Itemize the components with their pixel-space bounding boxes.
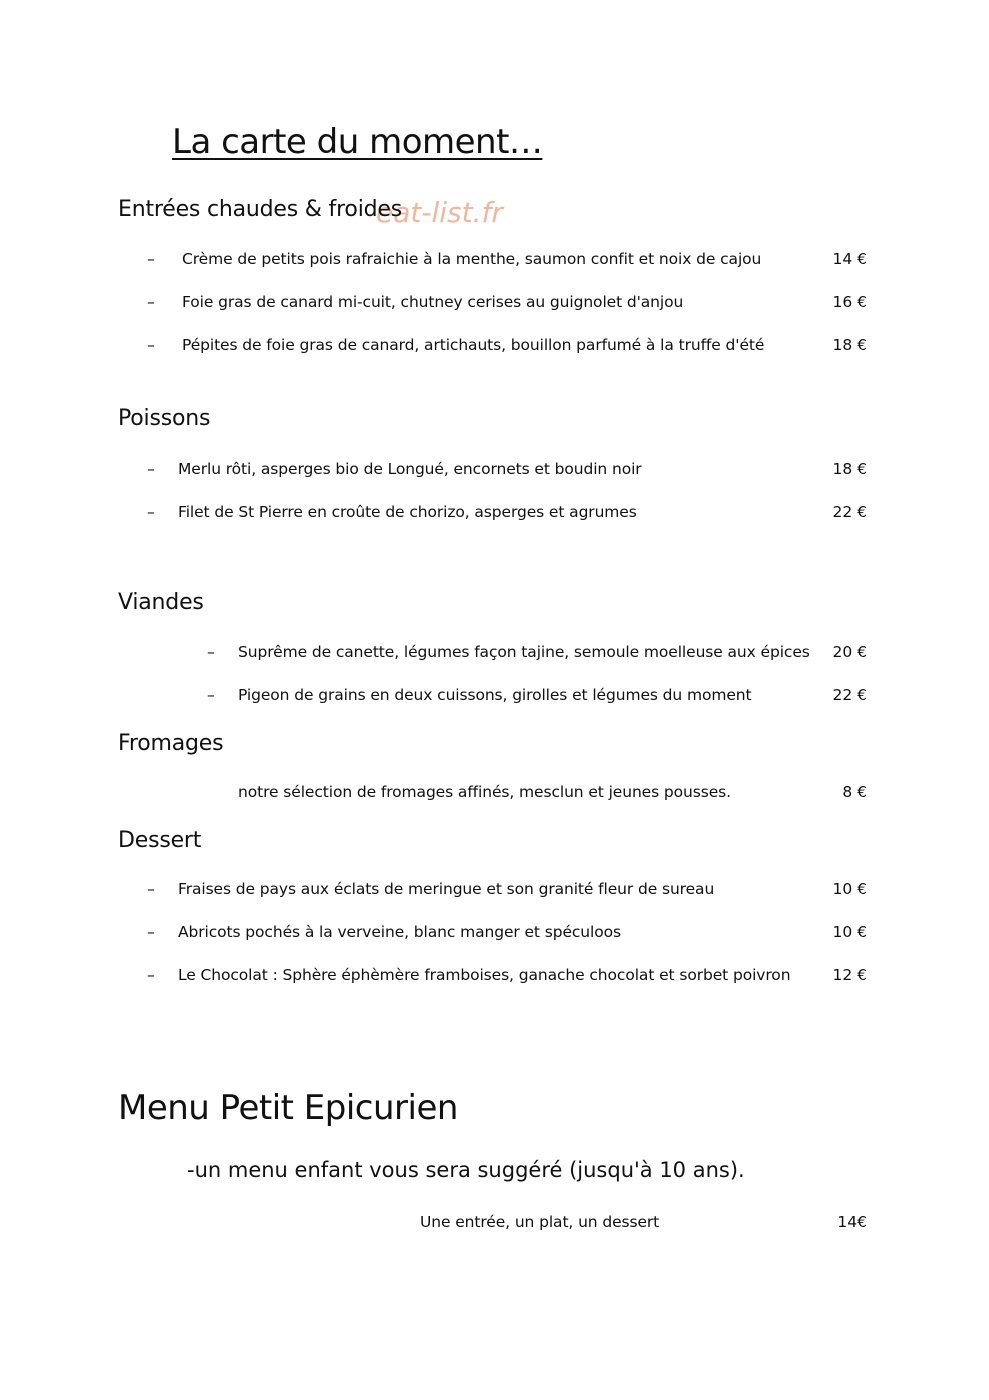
menu-item-text: Foie gras de canard mi-cuit, chutney cerises au guignolet d'anjou: [182, 293, 684, 311]
menu-item-text: Pépites de foie gras de canard, artichauts, bouillon parfumé à la truffe d'été: [182, 336, 765, 354]
list-dash: –: [147, 880, 155, 898]
watermark: eat-list.fr: [376, 196, 503, 229]
menu-item-price: 22 €: [832, 503, 867, 521]
section-heading-fromages: Fromages: [118, 731, 224, 756]
menu-item-price: 10 €: [832, 880, 867, 898]
menu-enfant-title: Menu Petit Epicurien: [118, 1088, 458, 1128]
list-dash: –: [207, 686, 215, 704]
section-heading-viandes: Viandes: [118, 590, 204, 615]
list-dash: –: [147, 460, 155, 478]
menu-item-price: 10 €: [832, 923, 867, 941]
menu-item-text: Le Chocolat : Sphère éphèmère framboises, ganache chocolat et sorbet poivron: [178, 966, 791, 984]
menu-item-price: 14 €: [832, 250, 867, 268]
menu-item-text: Crème de petits pois rafraichie à la menthe, saumon confit et noix de cajou: [182, 250, 762, 268]
menu-enfant-item-price: 14€: [837, 1213, 867, 1231]
page-title: La carte du moment…: [172, 122, 543, 162]
menu-item-text: Suprême de canette, légumes façon tajine, semoule moelleuse aux épices: [238, 643, 810, 661]
menu-item-price: 20 €: [832, 643, 867, 661]
list-dash: –: [147, 336, 155, 354]
list-dash: –: [207, 643, 215, 661]
menu-item-text: Abricots pochés à la verveine, blanc manger et spéculoos: [178, 923, 621, 941]
menu-item-text: notre sélection de fromages affinés, mesclun et jeunes pousses.: [238, 783, 731, 801]
menu-item-price: 18 €: [832, 460, 867, 478]
list-dash: –: [147, 250, 155, 268]
menu-item-text: Pigeon de grains en deux cuissons, girolles et légumes du moment: [238, 686, 752, 704]
list-dash: –: [147, 293, 155, 311]
menu-item-price: 12 €: [832, 966, 867, 984]
menu-item-text: Merlu rôti, asperges bio de Longué, encornets et boudin noir: [178, 460, 642, 478]
menu-enfant-item-text: Une entrée, un plat, un dessert: [420, 1213, 660, 1231]
menu-enfant-subtitle: -un menu enfant vous sera suggéré (jusqu'à 10 ans).: [187, 1158, 745, 1182]
menu-item-text: Fraises de pays aux éclats de meringue et son granité fleur de sureau: [178, 880, 715, 898]
list-dash: –: [147, 503, 155, 521]
section-heading-dessert: Dessert: [118, 828, 202, 853]
menu-item-text: Filet de St Pierre en croûte de chorizo, asperges et agrumes: [178, 503, 637, 521]
section-heading-poissons: Poissons: [118, 406, 211, 431]
menu-item-price: 22 €: [832, 686, 867, 704]
menu-item-price: 8 €: [842, 783, 867, 801]
section-heading-entrees: Entrées chaudes & froides: [118, 197, 402, 222]
list-dash: –: [147, 966, 155, 984]
menu-item-price: 18 €: [832, 336, 867, 354]
list-dash: –: [147, 923, 155, 941]
menu-item-price: 16 €: [832, 293, 867, 311]
